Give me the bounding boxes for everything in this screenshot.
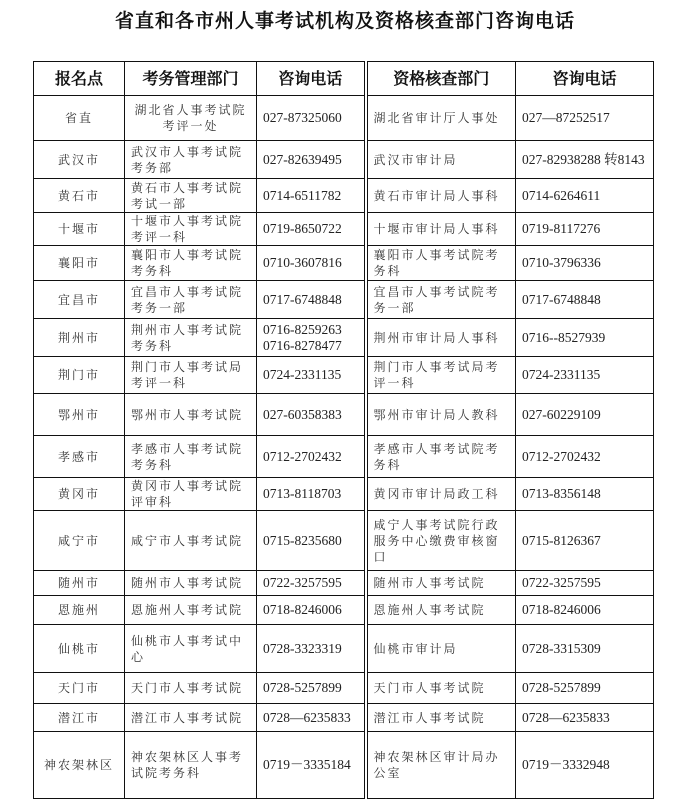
header-site: 报名点 [34,62,125,96]
exam-dept-cell: 襄阳市人事考试院考务科 [125,246,257,281]
exam-dept-cell: 荆门市人事考试局考评一科 [125,357,257,394]
site-cell: 省直 [34,96,125,141]
table-row [34,511,654,571]
exam-phone-cell: 0717-6748848 [257,281,366,319]
exam-dept-cell: 恩施州人事考试院 [125,596,257,625]
site-cell: 天门市 [34,673,125,704]
site-cell: 随州市 [34,571,125,596]
exam-dept-cell: 荆州市人事考试院考务科 [125,319,257,357]
exam-phone-cell: 0718-8246006 [257,596,366,625]
table-row [34,96,654,141]
check-phone-cell: 0712-2702432 [516,436,654,478]
site-cell: 神农架林区 [34,732,125,799]
site-cell: 仙桃市 [34,625,125,673]
check-dept-cell: 神农架林区审计局办公室 [366,732,516,799]
check-phone-cell: 0715-8126367 [516,511,654,571]
site-cell: 孝感市 [34,436,125,478]
page-title: 省直和各市州人事考试机构及资格核查部门咨询电话 [114,10,575,32]
exam-dept-cell: 宜昌市人事考试院考务一部 [125,281,257,319]
table-row [34,213,654,246]
table-row [34,246,654,281]
table-row [34,141,654,179]
table-row [34,596,654,625]
table-row [34,179,654,213]
check-phone-cell: 0722-3257595 [516,571,654,596]
check-dept-cell: 恩施州人事考试院 [366,596,516,625]
exam-phone-cell: 0728-5257899 [257,673,366,704]
site-cell: 荆门市 [34,357,125,394]
exam-dept-cell: 黄石市人事考试院考试一部 [125,179,257,213]
table-row [34,704,654,732]
check-dept-cell: 十堰市审计局人事科 [366,213,516,246]
header-exam-dept: 考务管理部门 [125,62,257,96]
check-phone-cell: 0718-8246006 [516,596,654,625]
table-row [34,673,654,704]
check-dept-cell: 潜江市人事考试院 [366,704,516,732]
check-phone-cell: 027—87252517 [516,96,654,141]
table-header-row [34,62,654,96]
exam-phone-cell: 027-60358383 [257,394,366,436]
exam-phone-cell: 0724-2331135 [257,357,366,394]
site-cell: 荆州市 [34,319,125,357]
check-dept-cell: 黄冈市审计局政工科 [366,478,516,511]
exam-phone-cell: 0728—6235833 [257,704,366,732]
check-dept-cell: 湖北省审计厅人事处 [366,96,516,141]
check-phone-cell: 0713-8356148 [516,478,654,511]
exam-dept-cell: 潜江市人事考试院 [125,704,257,732]
contact-table [33,61,654,799]
check-phone-cell: 0728—6235833 [516,704,654,732]
site-cell: 襄阳市 [34,246,125,281]
site-cell: 武汉市 [34,141,125,179]
table-row [34,571,654,596]
check-dept-cell: 仙桃市审计局 [366,625,516,673]
check-dept-cell: 襄阳市人事考试院考务科 [366,246,516,281]
check-phone-cell: 0716--8527939 [516,319,654,357]
check-dept-cell: 咸宁人事考试院行政服务中心缴费审核窗口 [366,511,516,571]
check-dept-cell: 荆州市审计局人事科 [366,319,516,357]
table-row [34,478,654,511]
table-row [34,436,654,478]
table-row [34,625,654,673]
check-phone-cell: 027-82938288 转8143 [516,141,654,179]
exam-dept-cell: 仙桃市人事考试中心 [125,625,257,673]
check-phone-cell: 0724-2331135 [516,357,654,394]
check-phone-cell: 0719-8117276 [516,213,654,246]
check-phone-cell: 0717-6748848 [516,281,654,319]
table-row [34,394,654,436]
exam-dept-cell: 咸宁市人事考试院 [125,511,257,571]
site-cell: 十堰市 [34,213,125,246]
exam-dept-cell: 随州市人事考试院 [125,571,257,596]
table-row [34,732,654,799]
table-row [34,319,654,357]
check-phone-cell: 027-60229109 [516,394,654,436]
check-dept-cell: 宜昌市人事考试院考务一部 [366,281,516,319]
check-phone-cell: 0710-3796336 [516,246,654,281]
exam-phone-cell: 0719－3335184 [257,732,366,799]
exam-phone-cell: 027-87325060 [257,96,366,141]
site-cell: 黄石市 [34,179,125,213]
site-cell: 宜昌市 [34,281,125,319]
header-check-phone: 咨询电话 [516,62,654,96]
check-dept-cell: 随州市人事考试院 [366,571,516,596]
exam-dept-cell: 湖北省人事考试院考评一处 [125,96,257,141]
check-dept-cell: 天门市人事考试院 [366,673,516,704]
exam-phone-cell: 0714-6511782 [257,179,366,213]
site-cell: 潜江市 [34,704,125,732]
exam-dept-cell: 天门市人事考试院 [125,673,257,704]
exam-phone-cell: 0728-3323319 [257,625,366,673]
site-cell: 鄂州市 [34,394,125,436]
exam-dept-cell: 武汉市人事考试院考务部 [125,141,257,179]
exam-phone-cell: 0710-3607816 [257,246,366,281]
exam-dept-cell: 神农架林区人事考试院考务科 [125,732,257,799]
exam-phone-cell: 027-82639495 [257,141,366,179]
check-phone-cell: 0728-5257899 [516,673,654,704]
table-row [34,357,654,394]
site-cell: 恩施州 [34,596,125,625]
exam-phone-cell: 0715-8235680 [257,511,366,571]
check-phone-cell: 0728-3315309 [516,625,654,673]
check-phone-cell: 0719－3332948 [516,732,654,799]
exam-phone-cell: 0722-3257595 [257,571,366,596]
exam-phone-cell: 0712-2702432 [257,436,366,478]
check-phone-cell: 0714-6264611 [516,179,654,213]
exam-dept-cell: 十堰市人事考试院考评一科 [125,213,257,246]
site-cell: 黄冈市 [34,478,125,511]
exam-dept-cell: 孝感市人事考试院考务科 [125,436,257,478]
exam-dept-cell: 黄冈市人事考试院评审科 [125,478,257,511]
check-dept-cell: 孝感市人事考试院考务科 [366,436,516,478]
exam-phone-cell: 0719-8650722 [257,213,366,246]
exam-phone-cell: 0716-8259263 0716-8278477 [257,319,366,357]
header-check-dept: 资格核查部门 [366,62,516,96]
check-dept-cell: 鄂州市审计局人教科 [366,394,516,436]
check-dept-cell: 黄石市审计局人事科 [366,179,516,213]
check-dept-cell: 荆门市人事考试局考评一科 [366,357,516,394]
site-cell: 咸宁市 [34,511,125,571]
header-exam-phone: 咨询电话 [257,62,366,96]
exam-dept-cell: 鄂州市人事考试院 [125,394,257,436]
check-dept-cell: 武汉市审计局 [366,141,516,179]
exam-phone-cell: 0713-8118703 [257,478,366,511]
table-row [34,281,654,319]
